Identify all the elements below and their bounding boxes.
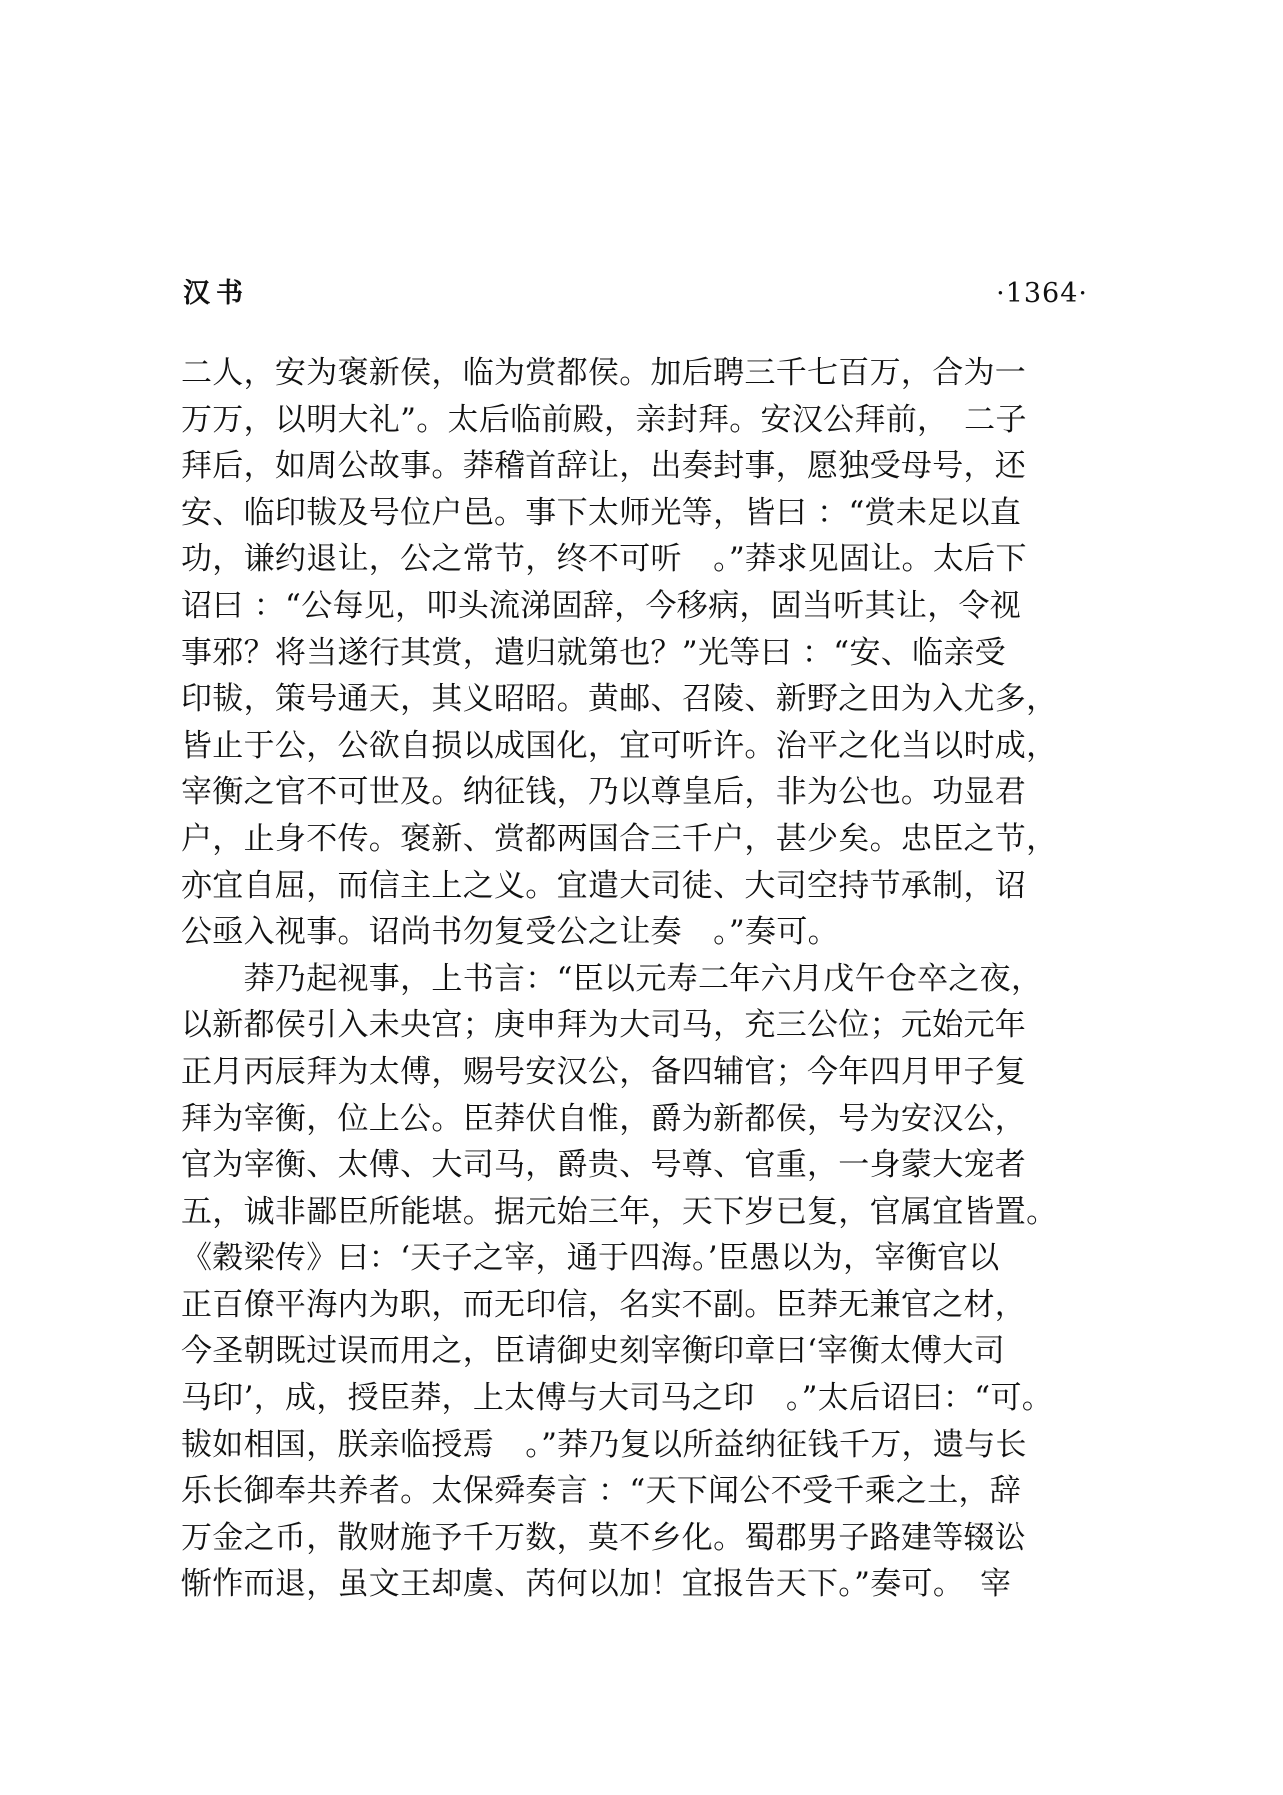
text-line: 印韨，策号通天，其义昭昭。黄邮、召陵、新野之田为入尤多， [181, 681, 1058, 718]
text-line: 诏曰 ：“公每见，叩头流涕固辞，今移病，固当听其让，令视 [181, 587, 1022, 624]
text-line: 《穀梁传》曰：‘天子之宰，通于四海。’臣愚以为，宰衡官以 [181, 1240, 1000, 1277]
text-line: 亦宜自屈，而信主上之义。宜遣大司徒、大司空持节承制，诏 [181, 867, 1027, 904]
page-number: ·1364· [996, 278, 1088, 309]
text-line: 正月丙辰拜为太傅，赐号安汉公，备四辅官；今年四月甲子复 [181, 1053, 1027, 1090]
text-line: 以新都侯引入未央宫；庚申拜为大司马，充三公位；元始元年 [181, 1007, 1027, 1044]
text-line: 万金之币，散财施予千万数，莫不乡化。蜀郡男子路建等辍讼 [181, 1519, 1027, 1556]
text-line: 正百僚平海内为职，而无印信，名实不副。臣莽无兼官之材， [181, 1286, 1027, 1323]
text-line: 万万，以明大礼”。太后临前殿，亲封拜。安汉公拜前， 二子 [181, 401, 1027, 438]
text-line: 拜为宰衡，位上公。臣莽伏自惟，爵为新都侯，号为安汉公， [181, 1100, 1027, 1137]
text-line: 官为宰衡、太傅、大司马，爵贵、号尊、官重，一身蒙大宠者 [181, 1147, 1027, 1184]
text-line: 功，谦约退让，公之常节，终不可听 。”莽求见固让。太后下 [181, 541, 1027, 578]
text-line: 安、临印韨及号位户邑。事下太师光等，皆曰 ：“赏未足以直 [181, 494, 1022, 531]
text-line: 惭怍而退，虽文王却虞、芮何以加！宜报告天下。”奏可。 宰 [181, 1566, 1012, 1603]
text-line: 韨如相国，朕亲临授焉 。”莽乃复以所益纳征钱千万，遗与长 [181, 1426, 1027, 1463]
book-title: 汉书 [183, 278, 249, 309]
body-text [181, 350, 1091, 1608]
text-line: 马印’，成，授臣莽，上太傅与大司马之印 。”太后诏曰：“可。 [181, 1380, 1054, 1417]
text-line: 户，止身不传。褒新、赏都两国合三千户，甚少矣。忠臣之节， [181, 820, 1058, 857]
text-line: 拜后，如周公故事。莽稽首辞让，出奏封事，愿独受母号，还 [181, 448, 1027, 485]
text-line: 皆止于公，公欲自损以成国化，宜可听许。治平之化当以时成， [181, 727, 1058, 764]
text-line: 莽乃起视事，上书言：“臣以元寿二年六月戊午仓卒之夜， [181, 960, 1043, 997]
text-line: 宰衡之官不可世及。纳征钱，乃以尊皇后，非为公也。功显君 [181, 774, 1027, 811]
text-line: 乐长御奉共养者。太保舜奏言 ：“天下闻公不受千乘之土，辞 [181, 1473, 1022, 1510]
text-line: 今圣朝既过误而用之，臣请御史刻宰衡印章曰‘宰衡太傅大司 [181, 1333, 1005, 1370]
text-line: 五，诚非鄙臣所能堪。据元始三年，天下岁已复，官属宜皆置。 [181, 1193, 1058, 1230]
page-header [183, 272, 1088, 316]
text-line: 二人，安为褒新侯，临为赏都侯。加后聘三千七百万，合为一 [181, 355, 1027, 391]
text-line: 公亟入视事。诏尚书勿复受公之让奏 。”奏可。 [181, 914, 839, 951]
text-line: 事邪？将当遂行其赏，遣归就第也？”光等曰 ：“安、临亲受 [181, 634, 1006, 671]
